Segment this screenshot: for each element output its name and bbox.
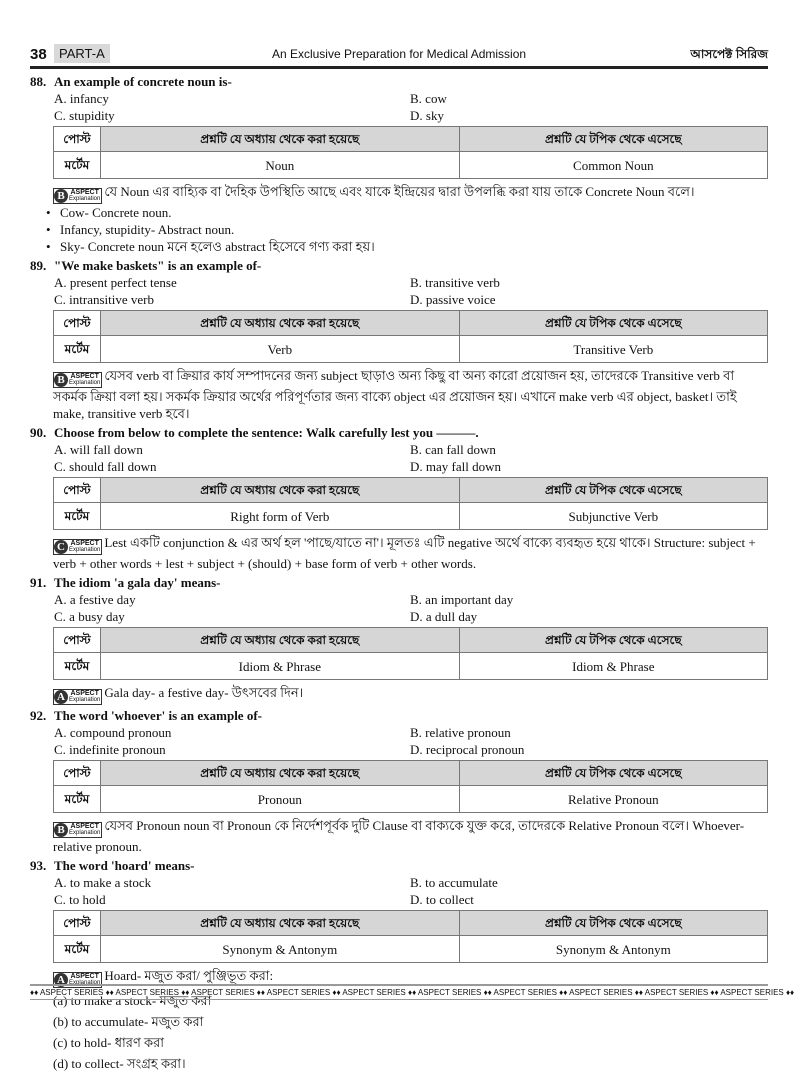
option: B. can fall down	[410, 442, 496, 457]
mortem-label: মর্টেম	[54, 653, 101, 680]
answer-badge	[53, 188, 102, 204]
table-header-row	[54, 911, 768, 936]
post-label: পোস্ট	[54, 911, 101, 936]
option: A. present perfect tense	[54, 275, 177, 290]
option: A. infancy	[54, 91, 109, 106]
chapter-header: প্রশ্নটি যে অধ্যায় থেকে করা হয়েছে	[101, 127, 460, 152]
explanation	[30, 534, 770, 572]
badge-bottom: Explanation	[69, 980, 101, 986]
question-block	[30, 257, 770, 422]
question-number: 93.	[30, 858, 47, 873]
badge-top: ASPECT	[70, 690, 99, 697]
option: D. sky	[410, 108, 444, 123]
mortem-label: মর্টেম	[54, 786, 101, 813]
topic-header: প্রশ্নটি যে টপিক থেকে এসেছে	[459, 127, 767, 152]
bullet-item: • Sky- Concrete noun মনে হলেও abstract হিসেবে গণ্য করা হয়।	[30, 238, 770, 255]
explanation-line: (c) to hold- ধারণ করা	[53, 1035, 165, 1050]
question-number: 88.	[30, 74, 47, 89]
chapter-value: Right form of Verb	[101, 503, 460, 530]
explanation-text: Lest একটি conjunction & এর অর্থ হল 'পাছে/যাতে না'। মূলতঃ এটি negative অর্থে বাক্যে ব্যবহৃত হয়ে থাকে। Structure: subject + verb + other words + lest + subject + (should) + base form of verb + other words.	[53, 535, 756, 571]
option: C. indefinite pronoun	[54, 742, 166, 757]
badge-bottom: Explanation	[69, 380, 101, 386]
option: C. intransitive verb	[54, 292, 155, 307]
topic-value: Relative Pronoun	[459, 786, 767, 813]
badge-bottom: Explanation	[69, 196, 101, 202]
table-header-row	[54, 761, 768, 786]
explanation	[30, 817, 770, 855]
bullet-item: • Infancy, stupidity- Abstract noun.	[30, 221, 770, 238]
explanation-text: যে Noun এর বাহ্যিক বা দৈহিক উপস্থিতি আছে এবং যাকে ইন্দ্রিয়ের দ্বারা উপলব্ধি করা যায় তাকে Concrete Noun বলে।	[104, 184, 695, 199]
chapter-value: Synonym & Antonym	[101, 936, 460, 963]
option: A. compound pronoun	[54, 725, 172, 740]
topic-header: প্রশ্নটি যে টপিক থেকে এসেছে	[459, 911, 767, 936]
explanation	[30, 183, 770, 204]
answer-letter: C	[54, 540, 68, 554]
post-mortem-table	[53, 126, 768, 179]
answer-badge	[53, 822, 102, 838]
bullet-item: • Cow- Concrete noun.	[30, 204, 770, 221]
explanation	[30, 684, 770, 705]
option: C. stupidity	[54, 108, 115, 123]
option: D. reciprocal pronoun	[410, 742, 525, 757]
question-text: The idiom 'a gala day' means-	[54, 575, 221, 590]
question-block	[30, 424, 770, 572]
table-row	[54, 653, 768, 680]
answer-badge	[53, 689, 102, 705]
question-text: The word 'hoard' means-	[54, 858, 195, 873]
badge-top: ASPECT	[70, 189, 99, 196]
badge-bottom: Explanation	[69, 697, 101, 703]
question-stem	[30, 73, 770, 90]
explanation-text: যেসব Pronoun noun বা Pronoun কে নির্দেশপূর্বক দুটি Clause বা বাক্যকে যুক্ত করে, তাদেরকে Relative Pronoun বলে। Whoever- relative pronoun.	[53, 818, 745, 854]
option: A. to make a stock	[54, 875, 152, 890]
question-stem	[30, 424, 770, 441]
mortem-label: মর্টেম	[54, 336, 101, 363]
options	[30, 591, 770, 625]
option: C. should fall down	[54, 459, 157, 474]
badge-bottom: Explanation	[69, 830, 101, 836]
options	[30, 90, 770, 124]
question-text: The word 'whoever' is an example of-	[54, 708, 262, 723]
table-row	[54, 503, 768, 530]
answer-letter: B	[54, 189, 68, 203]
question-list	[30, 73, 770, 1074]
mortem-label: মর্টেম	[54, 503, 101, 530]
header-title: An Exclusive Preparation for Medical Admission	[271, 47, 527, 61]
mortem-label: মর্টেম	[54, 936, 101, 963]
chapter-header: প্রশ্নটি যে অধ্যায় থেকে করা হয়েছে	[101, 311, 460, 336]
topic-value: Synonym & Antonym	[459, 936, 767, 963]
option: C. a busy day	[54, 609, 125, 624]
question-block	[30, 857, 770, 1072]
option: D. passive voice	[410, 292, 496, 307]
badge-top: ASPECT	[70, 373, 99, 380]
question-text: "We make baskets" is an example of-	[54, 258, 262, 273]
page-header	[30, 44, 768, 69]
option: B. relative pronoun	[410, 725, 511, 740]
chapter-header: প্রশ্নটি যে অধ্যায় থেকে করা হয়েছে	[101, 911, 460, 936]
chapter-header: প্রশ্নটি যে অধ্যায় থেকে করা হয়েছে	[101, 478, 460, 503]
topic-value: Subjunctive Verb	[459, 503, 767, 530]
post-label: পোস্ট	[54, 478, 101, 503]
post-label: পোস্ট	[54, 761, 101, 786]
question-stem	[30, 574, 770, 591]
option: B. transitive verb	[410, 275, 500, 290]
aspect-explanation-logo	[68, 690, 101, 704]
chapter-value: Pronoun	[101, 786, 460, 813]
explanation	[30, 367, 770, 422]
option: D. a dull day	[410, 609, 478, 624]
post-label: পোস্ট	[54, 127, 101, 152]
mortem-label: মর্টেম	[54, 152, 101, 179]
badge-top: ASPECT	[70, 973, 99, 980]
post-mortem-table	[53, 627, 768, 680]
answer-badge	[53, 372, 102, 388]
explanation-text: Hoard- মজুত করা/ পুঞ্জিভূত করা:	[104, 968, 274, 983]
options	[30, 724, 770, 758]
table-header-row	[54, 478, 768, 503]
answer-letter: A	[54, 973, 68, 987]
post-mortem-table	[53, 477, 768, 530]
table-header-row	[54, 127, 768, 152]
table-header-row	[54, 628, 768, 653]
chapter-value: Idiom & Phrase	[101, 653, 460, 680]
option: D. may fall down	[410, 459, 501, 474]
table-row	[54, 152, 768, 179]
topic-header: প্রশ্নটি যে টপিক থেকে এসেছে	[459, 761, 767, 786]
table-row	[54, 336, 768, 363]
post-label: পোস্ট	[54, 628, 101, 653]
chapter-header: প্রশ্নটি যে অধ্যায় থেকে করা হয়েছে	[101, 628, 460, 653]
options	[30, 274, 770, 308]
part-label: PART-A	[54, 44, 110, 63]
aspect-explanation-logo	[68, 540, 101, 554]
question-text: Choose from below to complete the sentence: Walk carefully lest you ———.	[54, 425, 479, 440]
option: A. a festive day	[54, 592, 136, 607]
page-number: 38	[30, 46, 47, 63]
explanation-text: যেসব verb বা ক্রিয়ার কার্য সম্পাদনের জন্য subject ছাড়াও অন্য কিছু বা অন্য কারো প্রয়োজন হয়, তাদেরকে Transitive verb বা সকর্মক ক্রিয়া বলা হয়। সকর্মক ক্রিয়ার অর্থের পরিপূর্ণতার জন্য বাক্যে object এর প্রয়োজন হয়। এখানে make verb এর object, basket। তাই make, transitive verb হবে।	[53, 368, 737, 421]
topic-header: প্রশ্নটি যে টপিক থেকে এসেছে	[459, 311, 767, 336]
aspect-explanation-logo	[68, 373, 101, 387]
option: B. an important day	[410, 592, 514, 607]
option: D. to collect	[410, 892, 474, 907]
option: C. to hold	[54, 892, 106, 907]
post-mortem-table	[53, 310, 768, 363]
table-row	[54, 936, 768, 963]
option: B. cow	[410, 91, 447, 106]
answer-letter: A	[54, 690, 68, 704]
question-stem	[30, 857, 770, 874]
explanation-text: Gala day- a festive day- উৎসবের দিন।	[104, 685, 304, 700]
question-stem	[30, 707, 770, 724]
question-number: 90.	[30, 425, 47, 440]
badge-top: ASPECT	[70, 823, 99, 830]
table-header-row	[54, 311, 768, 336]
post-label: পোস্ট	[54, 311, 101, 336]
chapter-value: Noun	[101, 152, 460, 179]
question-number: 89.	[30, 258, 47, 273]
answer-letter: B	[54, 823, 68, 837]
explanation-line: (a) to make a stock- মজুত করা	[53, 993, 212, 1008]
question-block	[30, 707, 770, 855]
topic-value: Transitive Verb	[459, 336, 767, 363]
topic-value: Common Noun	[459, 152, 767, 179]
aspect-explanation-logo	[68, 189, 101, 203]
badge-bottom: Explanation	[69, 547, 101, 553]
topic-header: প্রশ্নটি যে টপিক থেকে এসেছে	[459, 478, 767, 503]
answer-badge	[53, 539, 102, 555]
topic-header: প্রশ্নটি যে টপিক থেকে এসেছে	[459, 628, 767, 653]
chapter-value: Verb	[101, 336, 460, 363]
explanation-line: (d) to collect- সংগ্রহ করা।	[53, 1056, 186, 1071]
question-text: An example of concrete noun is-	[54, 74, 232, 89]
series-name: আসপেক্ট সিরিজ	[690, 47, 768, 61]
options	[30, 441, 770, 475]
option: B. to accumulate	[410, 875, 498, 890]
badge-top: ASPECT	[70, 540, 99, 547]
topic-value: Idiom & Phrase	[459, 653, 767, 680]
question-block	[30, 574, 770, 705]
post-mortem-table	[53, 760, 768, 813]
page-footer: ♦♦ ASPECT SERIES ♦♦ ASPECT SERIES ♦♦ ASPECT SERIES ♦♦ ASPECT SERIES ♦♦ ASPECT SERIES ♦♦ ASPECT SERIES ♦♦ ASPECT SERIES ♦♦ ASPECT SERIES ♦♦ ASPECT SERIES ♦♦ ASPECT SERIES ♦♦	[30, 984, 768, 1000]
question-number: 91.	[30, 575, 47, 590]
option: A. will fall down	[54, 442, 143, 457]
question-block	[30, 73, 770, 255]
explanation-line: (b) to accumulate- মজুত করা	[53, 1014, 204, 1029]
table-row	[54, 786, 768, 813]
question-number: 92.	[30, 708, 47, 723]
options	[30, 874, 770, 908]
answer-letter: B	[54, 373, 68, 387]
question-stem	[30, 257, 770, 274]
chapter-header: প্রশ্নটি যে অধ্যায় থেকে করা হয়েছে	[101, 761, 460, 786]
post-mortem-table	[53, 910, 768, 963]
aspect-explanation-logo	[68, 823, 101, 837]
